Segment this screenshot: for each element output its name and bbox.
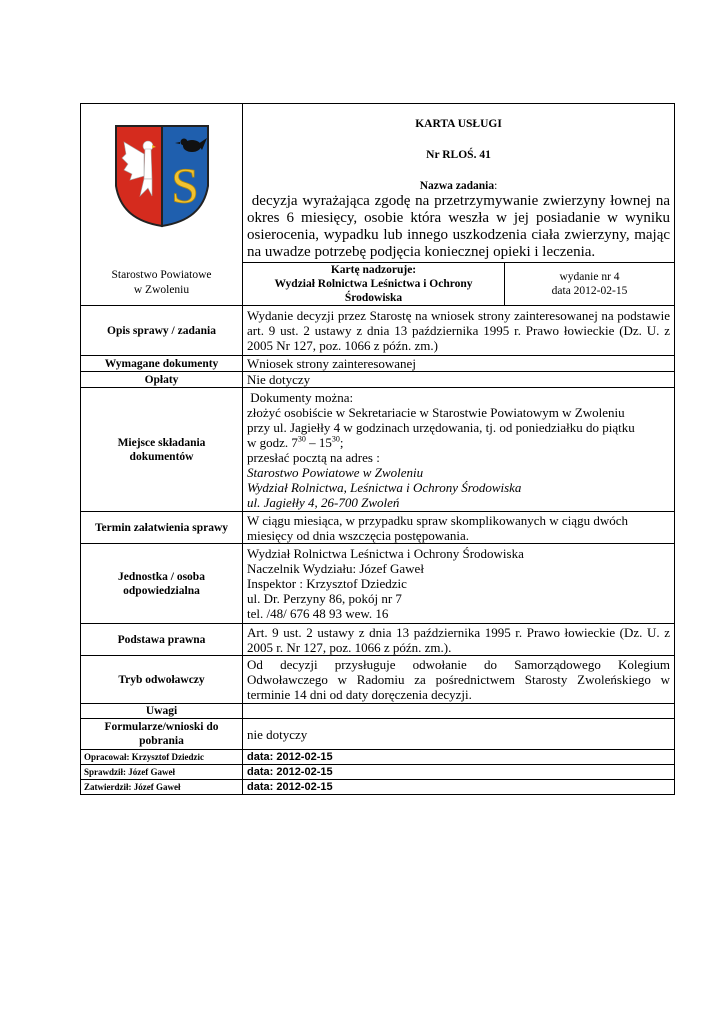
table-row xyxy=(81,656,675,704)
row-label-formularze: Formularze/wnioski do pobrania xyxy=(81,719,243,750)
prepared-date: data: 2012-02-15 xyxy=(243,750,675,765)
office-hours: w godz. $7^{30} - 15^{30}$; xyxy=(247,434,344,450)
service-card-table xyxy=(80,103,675,795)
table-row xyxy=(81,624,675,656)
row-label-uwagi: Uwagi xyxy=(81,704,243,719)
checked-date: data: 2012-02-15 xyxy=(243,765,675,780)
table-row xyxy=(81,512,675,544)
supervisor-name: Wydział Rolnictwa Leśnictwa i Ochrony Środowiska xyxy=(274,278,473,304)
edition-number: wydanie nr 4 xyxy=(559,271,620,283)
table-row xyxy=(81,388,675,512)
office-name-line2: w Zwoleniu xyxy=(133,284,190,296)
approved-date: data: 2012-02-15 xyxy=(243,780,675,795)
signature-row xyxy=(81,750,675,765)
row-value-termin: W ciągu miesiąca, w przypadku spraw skomplikowanych w ciągu dwóch miesięcy od dnia wszczęcia postępowania. xyxy=(243,512,675,544)
table-row xyxy=(81,356,675,372)
svg-text:S: S xyxy=(170,157,199,213)
table-row xyxy=(81,544,675,624)
row-label-oplaty: Opłaty xyxy=(81,372,243,388)
prepared-by: Opracował: Krzysztof Dziedzic xyxy=(81,750,243,765)
row-value-podstawa: Art. 9 ust. 2 ustawy z dnia 13 października 1995 r. Prawo łowieckie (Dz. U. z 2005 r. Nr 127, poz. 1066 z późn. zm.). xyxy=(243,624,675,656)
coat-of-arms-icon xyxy=(114,124,210,228)
row-value-jednostka: Wydział Rolnictwa Leśnictwa i Ochrony Środowiska Naczelnik Wydziału: Józef Gaweł Inspektor : Krzysztof Dziedzic ul. Dr. Perzyny 86, pokój nr 7 tel. /48/ 676 48 93 wew. 16 xyxy=(243,544,675,624)
row-label-podstawa: Podstawa prawna xyxy=(81,624,243,656)
row-label-tryb: Tryb odwoławczy xyxy=(81,656,243,704)
row-label-miejsce: Miejsce składania dokumentów xyxy=(81,388,243,512)
row-value-dokumenty: Wniosek strony zainteresowanej xyxy=(243,356,675,372)
row-label-jednostka: Jednostka / osoba odpowiedzialna xyxy=(81,544,243,624)
table-row xyxy=(81,306,675,356)
row-label-opis: Opis sprawy / zadania xyxy=(81,306,243,356)
row-value-formularze: nie dotyczy xyxy=(243,719,675,750)
postal-address-line1: Starostwo Powiatowe w Zwoleniu xyxy=(247,464,424,480)
task-label: Nazwa zadania xyxy=(419,180,495,192)
card-number: Nr RLOŚ. 41 xyxy=(426,149,491,161)
table-row xyxy=(81,719,675,750)
row-value-uwagi xyxy=(243,704,675,719)
supervisor-cell xyxy=(243,263,505,306)
postal-address-line2: Wydział Rolnictwa, Leśnictwa i Ochrony Środowiska xyxy=(247,479,522,495)
row-value-opis: Wydanie decyzji przez Starostę na wniosek strony zainteresowanej na podstawie art. 9 ust. 2 ustawy z dnia 13 października 1995 r. Prawo łowieckie (Dz. U. z 2005 Nr 127, poz. 1066 z późn. zm.) xyxy=(243,306,675,356)
row-label-dokumenty: Wymagane dokumenty xyxy=(81,356,243,372)
office-name-line1: Starostwo Powiatowe xyxy=(111,269,212,281)
signature-row xyxy=(81,780,675,795)
row-label-termin: Termin załatwienia sprawy xyxy=(81,512,243,544)
table-row xyxy=(81,704,675,719)
postal-address-line3: ul. Jagiełły 4, 26-700 Zwoleń xyxy=(247,494,400,510)
edition-date: data 2012-02-15 xyxy=(551,285,628,297)
task-description: decyzja wyrażająca zgodę na przetrzymywanie zwierzyny łownej na okres 6 miesięcy, osobie która weszła w jej posiadanie w wyniku osierocenia, wypadku lub innego uszkodzenia ciała zwierzyny, mając na uwadze potrzebę podjęcia koniecznej opieki i leczenia. xyxy=(247,193,671,260)
office-cell xyxy=(81,104,243,306)
table-row xyxy=(81,372,675,388)
row-value-oplaty: Nie dotyczy xyxy=(243,372,675,388)
edition-cell xyxy=(505,263,675,306)
row-value-tryb: Od decyzji przysługuje odwołanie do Samorządowego Kolegium Odwoławczego w Radomiu za pośrednictwem Starosty Zwoleńskiego w terminie 14 dni od daty doręczenia decyzji. xyxy=(243,656,675,704)
card-header-cell: KARTA USŁUGI Nr RLOŚ. 41 Nazwa zadania: decyzja wyrażająca zgodę na przetrzymywanie zwierzyny łownej na okres 6 miesięcy, osobie która weszła w jej posiadanie w wyniku osierocenia, wypadku lub innego uszkodzenia ciała zwierzyny, mając na uwadze potrzebę podjęcia koniecznej opieki i leczenia. xyxy=(243,104,675,263)
signature-row xyxy=(81,765,675,780)
card-title: KARTA USŁUGI xyxy=(415,118,502,130)
approved-by: Zatwierdził: Józef Gaweł xyxy=(81,780,243,795)
supervisor-label: Kartę nadzoruje: xyxy=(330,264,417,276)
checked-by: Sprawdził: Józef Gaweł xyxy=(81,765,243,780)
row-value-miejsce: Dokumenty można: złożyć osobiście w Sekretariacie w Starostwie Powiatowym w Zwoleniu przy ul. Jagiełły 4 w godzinach urzędowania, tj. od poniedziałku do piątku w godz. $7^{30} - 15^{30}$; przesłać pocztą na adres : Starostwo Powiatowe w Zwoleniu Wydział Rolnictwa, Leśnictwa i Ochrony Środowiska ul. Jagiełły 4, 26-700 Zwoleń xyxy=(243,388,675,512)
